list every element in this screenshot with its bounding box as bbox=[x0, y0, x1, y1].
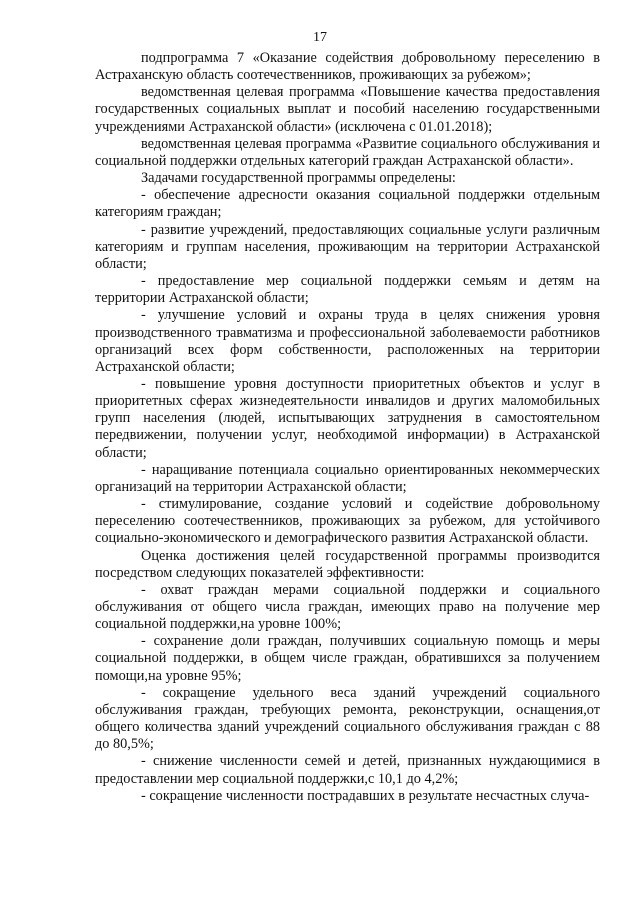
list-item-task: - улучшение условий и охраны труда в целях снижения уровня производственного травматизма и профессиональной заболеваемости работников организаций всех форм собственности, расположенных на территории Астраханской области; bbox=[95, 307, 600, 375]
paragraph-vcp-social-service: ведомственная целевая программа «Развитие социального обслуживания и социальной поддержки отдельных категорий граждан Астраханской области». bbox=[95, 135, 600, 169]
paragraph-tasks-heading: Задачами государственной программы определены: bbox=[141, 170, 456, 187]
list-item-indicator: - сокращение удельного веса зданий учреждений социального обслуживания граждан, требующих ремонта, реконструкции, оснащения,от общего количества зданий учреждений социального обслуживания граждан с 88 до 80,5%; bbox=[95, 684, 600, 753]
list-item-task: - стимулирование, создание условий и содействие добровольному переселению соотечественников, проживающих за рубежом, для устойчивого социально-экономического и демографического развития Астраханской области. bbox=[95, 496, 600, 547]
list-item-indicator: - снижение численности семей и детей, признанных нуждающимися в предоставлении мер социальной поддержки,с 10,1 до 4,2%; bbox=[95, 753, 600, 787]
document-body bbox=[95, 50, 600, 805]
list-item-task: - повышение уровня доступности приоритетных объектов и услуг в приоритетных сферах жизнедеятельности инвалидов и других маломобильных групп населения (людей, испытывающих затруднения в самостоятельном передвижении, получении услуг, необходимой информации) в Астраханской области; bbox=[95, 375, 600, 461]
list-item-indicator: - охват граждан мерами социальной поддержки и социального обслуживания от общего числа граждан, имеющих право на получение мер социальной поддержки,на уровне 100%; bbox=[95, 581, 600, 633]
page-number: 17 bbox=[313, 30, 327, 45]
list-item-task: - обеспечение адресности оказания социальной поддержки отдельным категориям граждан; bbox=[95, 187, 600, 221]
list-item-task: - предоставление мер социальной поддержки семьям и детям на территории Астраханской области; bbox=[95, 273, 600, 307]
paragraph-indicators-heading: Оценка достижения целей государственной программы производится посредством следующих показателей эффективности: bbox=[95, 547, 600, 581]
list-item-indicator: - сокращение численности пострадавших в результате несчастных случа- bbox=[141, 787, 590, 804]
list-item-task: - развитие учреждений, предоставляющих социальные услуги различным категориям и группам населения, проживающим на территории Астраханской области; bbox=[95, 221, 600, 272]
paragraph-subprogram-7: подпрограмма 7 «Оказание содействия добровольному переселению в Астраханскую область соотечественников, проживающих за рубежом»; bbox=[95, 50, 600, 84]
list-item-task: - наращивание потенциала социально ориентированных некоммерческих организаций на территории Астраханской области; bbox=[95, 461, 600, 495]
paragraph-vcp-payments: ведомственная целевая программа «Повышение качества предоставления государственных социальных выплат и пособий населению государственными учреждениями Астраханской области» (исключена с 01.01.2018); bbox=[95, 84, 600, 135]
list-item-indicator: - сохранение доли граждан, получивших социальную помощь и меры социальной поддержки, в общем числе граждан, обратившихся за получением помощи,на уровне 95%; bbox=[95, 633, 600, 684]
